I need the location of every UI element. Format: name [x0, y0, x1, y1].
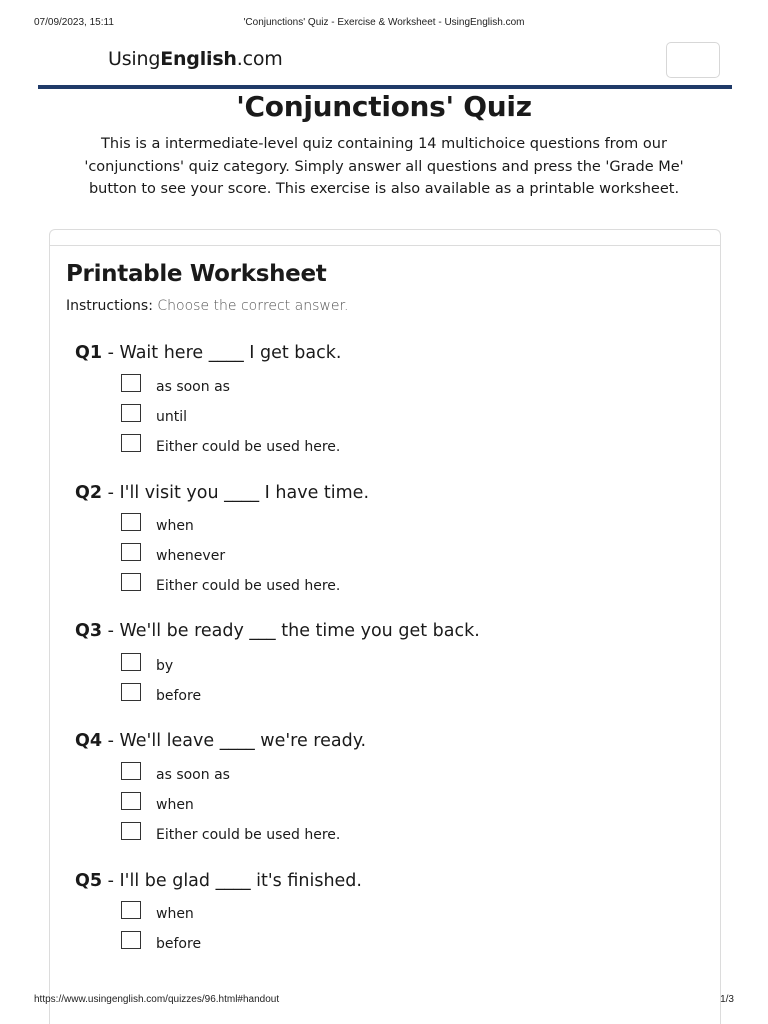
site-logo[interactable] [108, 48, 283, 70]
question-3: Q3 - We'll be ready ___ the time you get back. [75, 621, 480, 641]
checkbox[interactable] [121, 792, 141, 810]
menu-button[interactable] [666, 42, 720, 78]
header-divider [38, 85, 732, 89]
page-number: 1/3 [720, 994, 734, 1005]
option-label: before [156, 936, 202, 952]
logo-bold: English [160, 48, 237, 70]
option-label: until [156, 409, 188, 425]
question-number: Q5 [75, 871, 103, 891]
page-title: 'Conjunctions' Quiz [236, 90, 532, 123]
option-label: whenever [156, 548, 226, 564]
option-label: Either could be used here. [156, 439, 341, 455]
option-label: before [156, 688, 202, 704]
checkbox[interactable] [121, 822, 141, 840]
option-label: when [156, 518, 194, 534]
checkbox[interactable] [121, 404, 141, 422]
option-label: when [156, 906, 194, 922]
checkbox[interactable] [121, 683, 141, 701]
checkbox[interactable] [121, 901, 141, 919]
print-url: https://www.usingenglish.com/quizzes/96.html#handout [34, 994, 280, 1005]
card-topbar [50, 230, 720, 246]
checkbox[interactable] [121, 653, 141, 671]
instructions [66, 298, 348, 314]
question-2: Q2 - I'll visit you ____ I have time. [75, 483, 370, 503]
question-5: Q5 - I'll be glad ____ it's finished. [75, 871, 362, 891]
question-number: Q1 [75, 343, 103, 363]
question-1: Q1 - Wait here ____ I get back. [75, 343, 342, 363]
logo-suffix: .com [236, 48, 283, 70]
question-text: We'll leave ____ we're ready. [119, 731, 367, 751]
instructions-label: Instructions: [66, 298, 153, 314]
checkbox[interactable] [121, 374, 141, 392]
question-text: I'll visit you ____ I have time. [119, 483, 370, 503]
option-label: when [156, 797, 194, 813]
worksheet-title: Printable Worksheet [66, 261, 327, 287]
question-text: Wait here ____ I get back. [119, 343, 342, 363]
checkbox[interactable] [121, 434, 141, 452]
question-4: Q4 - We'll leave ____ we're ready. [75, 731, 367, 751]
checkbox[interactable] [121, 573, 141, 591]
option-label: Either could be used here. [156, 578, 341, 594]
option-label: as soon as [156, 379, 230, 395]
checkbox[interactable] [121, 513, 141, 531]
print-footer [0, 994, 768, 1008]
checkbox[interactable] [121, 931, 141, 949]
question-text: I'll be glad ____ it's finished. [119, 871, 362, 891]
question-number: Q4 [75, 731, 103, 751]
checkbox[interactable] [121, 543, 141, 561]
print-header [0, 17, 768, 31]
checkbox[interactable] [121, 762, 141, 780]
question-text: We'll be ready ___ the time you get back. [119, 621, 480, 641]
instructions-text: Choose the correct answer. [157, 298, 349, 314]
print-date: 07/09/2023, 15:11 [34, 17, 114, 28]
question-number: Q2 [75, 483, 103, 503]
print-page-title: 'Conjunctions' Quiz - Exercise & Worksheet - UsingEnglish.com [243, 17, 525, 28]
logo-prefix: Using [108, 48, 161, 70]
option-label: by [156, 658, 174, 674]
site-header [108, 48, 283, 76]
option-label: Either could be used here. [156, 827, 341, 843]
option-label: as soon as [156, 767, 230, 783]
question-number: Q3 [75, 621, 103, 641]
intro-paragraph: This is a intermediate-level quiz containing 14 multichoice questions from our 'conjunctions' quiz category. Simply answer all questions and press the 'Grade Me' button to see your score. This exercise is also available as a printable worksheet. [84, 136, 684, 197]
